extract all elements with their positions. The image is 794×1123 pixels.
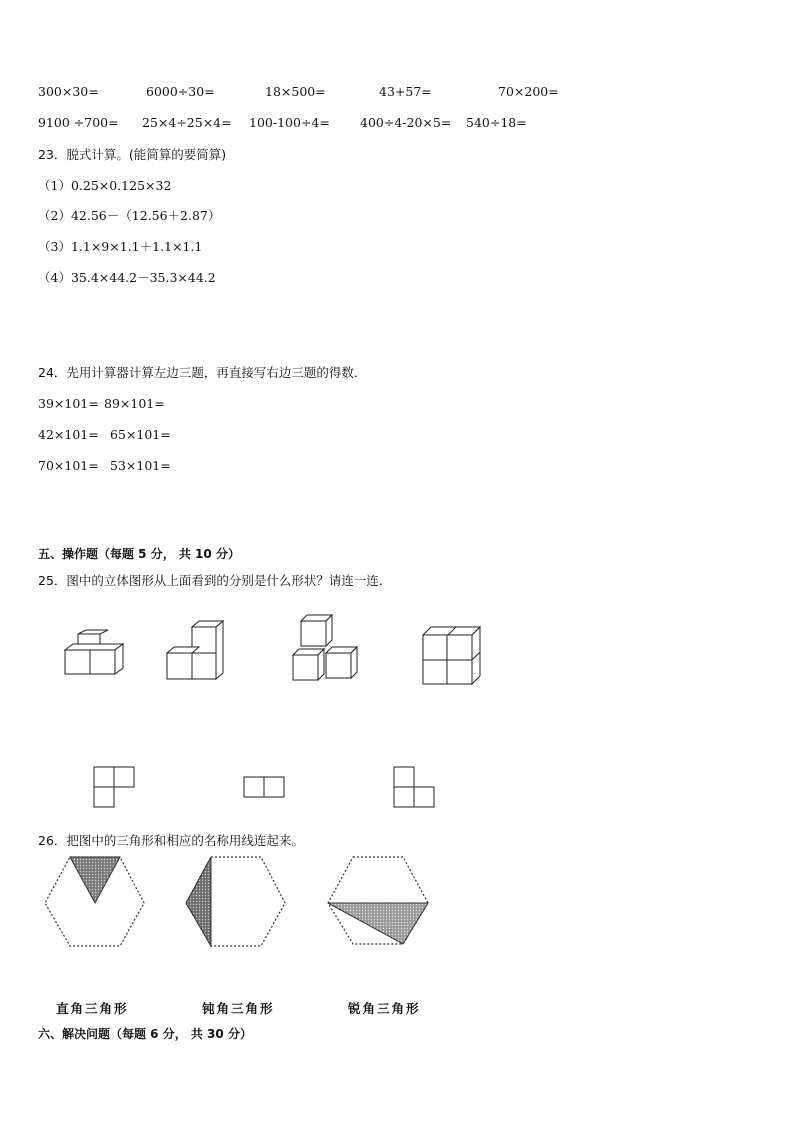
label-acute-triangle: 锐角三角形 (348, 1001, 421, 1016)
oral-row1-item4: 43+57= (379, 84, 432, 99)
oral-row2-item2: 25×4÷25×4= (142, 115, 232, 130)
q24-row1-right: 89×101= (104, 396, 165, 411)
oral-row1-item2: 6000÷30= (146, 84, 215, 99)
solid-figure-2 (165, 620, 230, 682)
solid-figure-4 (420, 625, 485, 690)
top-view-1 (93, 766, 137, 808)
q23-item1: （1）0.25×0.125×32 (38, 178, 172, 193)
q24-row3-right: 53×101= (110, 458, 171, 473)
top-view-2 (243, 776, 287, 798)
q24-row2-left: 42×101= (38, 427, 99, 442)
solid-figure-3 (290, 612, 365, 684)
q24-title: 24．先用计算器计算左边三题，再直接写右边三题的得数． (38, 365, 367, 380)
oral-row1-item5: 70×200= (498, 84, 559, 99)
hexagon-figure-2 (183, 855, 293, 950)
q23-title: 23．脱式计算。(能简算的要简算) (38, 147, 227, 162)
section5-heading: 五、操作题（每题 5 分， 共 10 分） (38, 547, 240, 561)
oral-row1-item3: 18×500= (265, 84, 326, 99)
q25-title: 25．图中的立体图形从上面看到的分别是什么形状？请连一连． (38, 573, 392, 588)
q26-title: 26．把图中的三角形和相应的名称用线连起来。 (38, 833, 304, 848)
label-right-triangle: 直角三角形 (56, 1001, 129, 1016)
hexagon-figure-1 (40, 855, 150, 950)
q23-item4: （4）35.4×44.2－35.3×44.2 (38, 270, 216, 285)
q24-row3-left: 70×101= (38, 458, 99, 473)
q24-row2-right: 65×101= (110, 427, 171, 442)
hexagon-figure-3 (325, 855, 435, 950)
q23-item2: （2）42.56－（12.56＋2.87） (38, 208, 221, 223)
solid-figure-1 (60, 630, 130, 680)
section6-heading: 六、解决问题（每题 6 分， 共 30 分） (38, 1027, 252, 1041)
q23-item3: （3）1.1×9×1.1＋1.1×1.1 (38, 239, 203, 254)
label-obtuse-triangle: 钝角三角形 (202, 1001, 275, 1016)
top-view-3 (393, 766, 437, 808)
oral-row2-item4: 400÷4-20×5= (360, 115, 452, 130)
oral-row2-item1: 9100 ÷700= (38, 115, 119, 130)
oral-row2-item5: 540÷18= (466, 115, 527, 130)
q24-row1-left: 39×101= (38, 396, 99, 411)
oral-row2-item3: 100-100÷4= (249, 115, 330, 130)
oral-row1-item1: 300×30= (38, 84, 99, 99)
